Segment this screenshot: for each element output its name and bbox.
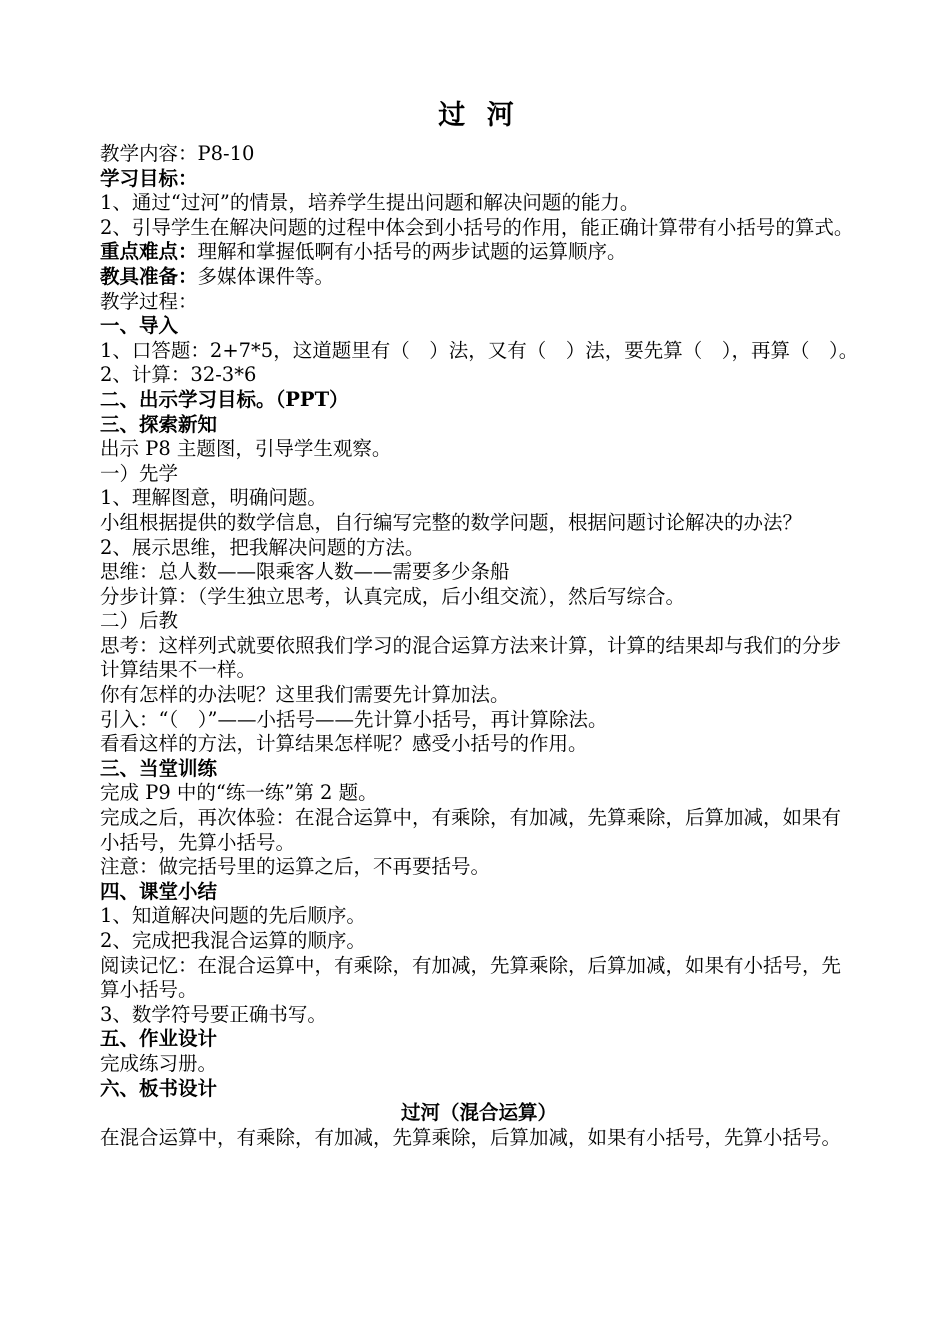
board-title: 过河（混合运算） <box>400 1101 557 1125</box>
goals-heading: 学习目标： <box>100 166 198 190</box>
section-4-heading: 三、当堂训练 <box>100 756 218 780</box>
section-5-line-2: 2、完成把我混合运算的顺序。 <box>100 929 366 952</box>
section-3-line-10: 你有怎样的办法呢？这里我们需要先计算加法。 <box>100 683 510 707</box>
section-5-line-1: 1、知道解决问题的先后顺序。 <box>100 904 366 928</box>
section-3-line-1: 出示 P8 主题图，引导学生观察。 <box>100 437 392 461</box>
section-2-heading: 二、出示学习目标。（PPT） <box>100 387 349 411</box>
section-3-line-9: 思考：这样列式就要依照我们学习的混合运算方法来计算，计算的结果却与我们的分步计算结果不一样。 <box>100 633 842 682</box>
section-3-line-8: 二）后教 <box>100 609 179 633</box>
section-6-line-1: 完成练习册。 <box>100 1051 218 1075</box>
section-3-line-12: 看看这样的方法，计算结果怎样呢？感受小括号的作用。 <box>100 732 588 756</box>
tools-value: 多媒体课件等。 <box>197 264 335 288</box>
section-4-line-3: 注意：做完括号里的运算之后，不再要括号。 <box>100 855 491 879</box>
goal-1: 1、通过“过河”的情景，培养学生提出问题和解决问题的能力。 <box>100 191 640 215</box>
goal-2: 2、引导学生在解决问题的过程中体会到小括号的作用，能正确计算带有小括号的算式。 <box>100 215 854 239</box>
document-title: 过 河 <box>438 100 520 131</box>
section-5-line-4: 3、数学符号要正确书写。 <box>100 1002 327 1026</box>
section-3-line-4: 小组根据提供的数学信息，自行编写完整的数学问题，根据问题讨论解决的办法？ <box>100 510 803 534</box>
tools-line <box>100 265 858 290</box>
key-line <box>100 240 858 265</box>
section-1-line-2: 2、计算：32-3*6 <box>100 363 257 387</box>
board-text: 在混合运算中，有乘除，有加减，先算乘除，后算加减，如果有小括号，先算小括号。 <box>100 1125 842 1149</box>
section-6-heading: 五、作业设计 <box>100 1027 218 1051</box>
content-label: 教学内容： <box>100 142 198 165</box>
key-value: 理解和掌握低啊有小括号的两步试题的运算顺序。 <box>197 240 627 264</box>
section-5-heading: 四、课堂小结 <box>100 879 218 903</box>
section-7-heading: 六、板书设计 <box>100 1076 218 1100</box>
section-1-heading: 一、导入 <box>100 314 179 338</box>
section-4-line-1: 完成 P9 中的“练一练”第 2 题。 <box>100 781 378 805</box>
section-3-line-5: 2、展示思维，把我解决问题的方法。 <box>100 535 425 559</box>
section-3-line-6: 思维：总人数——限乘客人数——需要多少条船 <box>100 560 510 584</box>
section-3-line-11: 引入：“（ ）”——小括号——先计算小括号，再计算除法。 <box>100 707 608 731</box>
tools-label: 教具准备： <box>100 264 198 288</box>
section-1-line-1: 1、口答题：2+7*5，这道题里有（ ）法，又有（ ）法，要先算（ ），再算（ ）。 <box>100 338 859 362</box>
section-3-heading: 三、探索新知 <box>100 412 218 436</box>
content-line <box>100 142 858 167</box>
content-value: P8-10 <box>197 142 255 165</box>
section-3-line-7: 分步计算：（学生独立思考，认真完成，后小组交流），然后写综合。 <box>100 584 686 608</box>
section-3-line-2: 一）先学 <box>100 461 179 485</box>
key-label: 重点难点： <box>100 240 198 264</box>
section-3-line-3: 1、理解图意，明确问题。 <box>100 486 327 510</box>
section-5-line-3: 阅读记忆：在混合运算中，有乘除，有加减，先算乘除，后算加减，如果有小括号，先算小括号。 <box>100 953 842 1002</box>
section-4-line-2: 完成之后，再次体验：在混合运算中，有乘除，有加减，先算乘除，后算加减，如果有小括号，先算小括号。 <box>100 806 842 854</box>
process-label: 教学过程： <box>100 289 198 313</box>
